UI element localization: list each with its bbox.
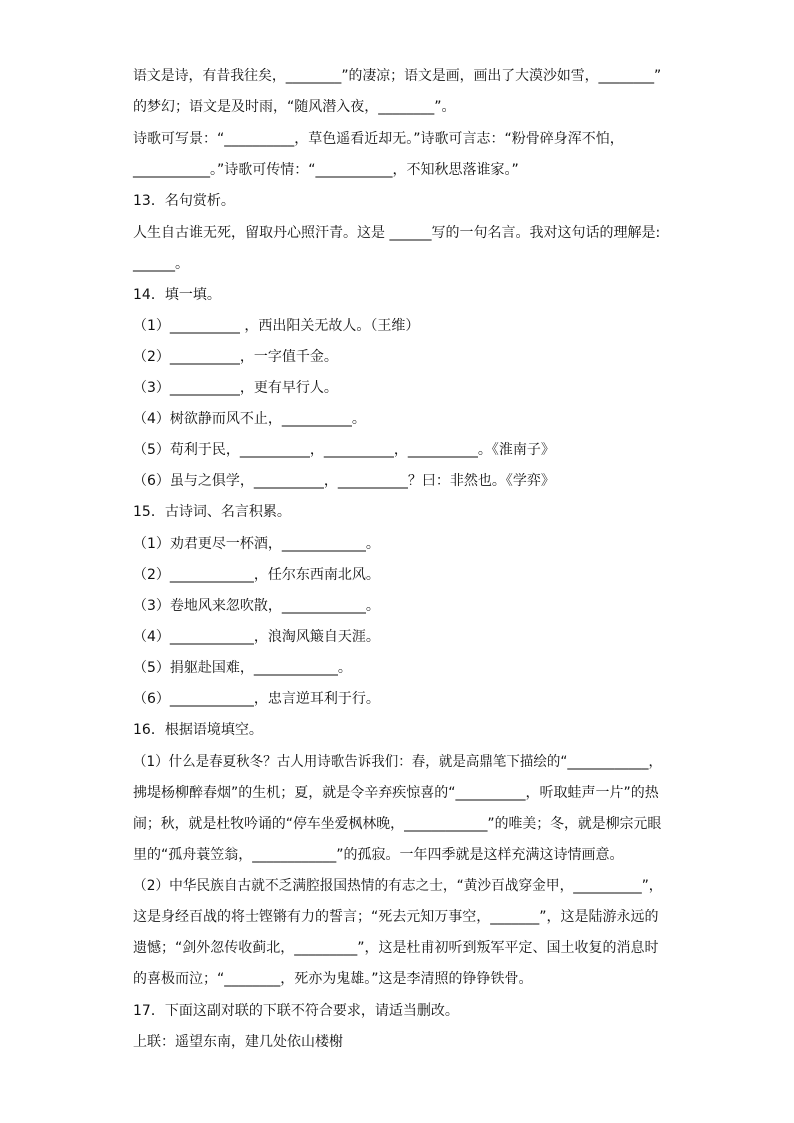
line-text: 语文是诗，有昔我往矣，________”的凄凉；语文是画，画出了大漠沙如雪，________” bbox=[133, 68, 662, 84]
line-text: 人生自古谁无死，留取丹心照汗青。这是 ______写的一句名言。我对这句话的理解是: bbox=[133, 225, 661, 241]
text-line bbox=[133, 316, 419, 336]
question-heading bbox=[133, 502, 291, 522]
line-text: ___________。”诗歌可传情：“___________，不知秋思落谁家。” bbox=[133, 162, 519, 178]
text-line bbox=[133, 845, 624, 865]
text-line bbox=[133, 752, 662, 772]
line-text: （5）捐躯赴国难，____________。 bbox=[133, 660, 352, 676]
text-line bbox=[133, 814, 661, 834]
text-line bbox=[133, 66, 661, 86]
line-text: 14．填一填。 bbox=[133, 287, 221, 303]
question-heading bbox=[133, 1001, 459, 1021]
line-text: （1）什么是春夏秋冬？古人用诗歌告诉我们：春，就是高鼎笔下描绘的“____________， bbox=[133, 754, 662, 770]
line-text: （6）虽与之俱学，__________，__________？曰：非然也。《学弈》 bbox=[133, 473, 555, 489]
line-text: 拂堤杨柳醉春烟”的生机；夏，就是令辛弃疾惊喜的“__________，听取蛙声一片”的热 bbox=[133, 785, 659, 801]
line-text: 上联：遥望东南，建几处依山楼榭 bbox=[133, 1034, 343, 1050]
line-text: 13．名句赏析。 bbox=[133, 193, 235, 209]
text-line bbox=[133, 409, 366, 429]
text-line bbox=[133, 254, 189, 274]
line-text: （4）树欲静而风不止，__________。 bbox=[133, 411, 366, 427]
line-text: （2）__________，一字值千金。 bbox=[133, 349, 338, 365]
line-text: （4）____________，浪淘风簸自天涯。 bbox=[133, 629, 380, 645]
line-text: 17．下面这副对联的下联不符合要求，请适当删改。 bbox=[133, 1003, 459, 1019]
line-text: 诗歌可写景：“__________，草色遥看近却无。”诗歌可言志：“粉骨碎身浑不怕， bbox=[133, 131, 624, 147]
line-text: （5）苟利于民，__________，__________，__________。《淮南子》 bbox=[133, 442, 555, 458]
question-heading bbox=[133, 720, 263, 740]
text-line bbox=[133, 129, 624, 149]
line-text: 的喜极而泣；“________，死亦为鬼雄。”这是李清照的铮铮铁骨。 bbox=[133, 971, 533, 987]
text-line bbox=[133, 689, 380, 709]
text-line bbox=[133, 876, 663, 896]
line-text: （1）__________ ，西出阳关无故人。（王维） bbox=[133, 318, 420, 334]
line-text: （2）中华民族自古就不乏满腔报国热情的有志之士，“黄沙百战穿金甲，__________”， bbox=[133, 878, 663, 894]
text-line bbox=[133, 347, 338, 367]
text-line bbox=[133, 596, 380, 616]
text-line bbox=[133, 97, 456, 117]
line-text: 里的“孤舟蓑笠翁，____________”的孤寂。一年四季就是这样充满这诗情画意。 bbox=[133, 847, 624, 863]
line-text: （6）____________，忠言逆耳利于行。 bbox=[133, 691, 380, 707]
text-line bbox=[133, 969, 533, 989]
text-line bbox=[133, 534, 380, 554]
line-text: （3）卷地风来忽吹散，____________。 bbox=[133, 598, 380, 614]
text-line bbox=[133, 471, 555, 491]
line-text: 16．根据语境填空。 bbox=[133, 722, 263, 738]
line-text: 15．古诗词、名言积累。 bbox=[133, 504, 291, 520]
line-text: （2）____________，任尔东西南北风。 bbox=[133, 567, 380, 583]
line-text: （1）劝君更尽一杯酒，____________。 bbox=[133, 536, 380, 552]
text-line bbox=[133, 627, 380, 647]
text-line bbox=[133, 783, 659, 803]
line-text: 的梦幻；语文是及时雨，“随风潜入夜，________”。 bbox=[133, 99, 456, 115]
text-line bbox=[133, 658, 352, 678]
text-line bbox=[133, 440, 555, 460]
text-line bbox=[133, 223, 660, 243]
line-text: 这是身经百战的将士铿锵有力的誓言；“死去元知万事空，_______”，这是陆游永远的 bbox=[133, 909, 659, 925]
text-line bbox=[133, 565, 380, 585]
line-text: 遗憾；“剑外忽传收蓟北，_________”，这是杜甫初听到叛军平定、国土收复的消息时 bbox=[133, 940, 659, 956]
question-heading bbox=[133, 191, 235, 211]
text-line bbox=[133, 938, 659, 958]
text-line bbox=[133, 1032, 343, 1052]
text-line bbox=[133, 378, 338, 398]
line-text: （3）__________，更有早行人。 bbox=[133, 380, 338, 396]
question-heading bbox=[133, 285, 221, 305]
line-text: ______。 bbox=[133, 256, 189, 272]
text-line bbox=[133, 160, 519, 180]
line-text: 闹；秋，就是杜牧吟诵的“停车坐爱枫林晚，____________”的唯美；冬，就是柳宗元眼 bbox=[133, 816, 662, 832]
text-line bbox=[133, 907, 659, 927]
